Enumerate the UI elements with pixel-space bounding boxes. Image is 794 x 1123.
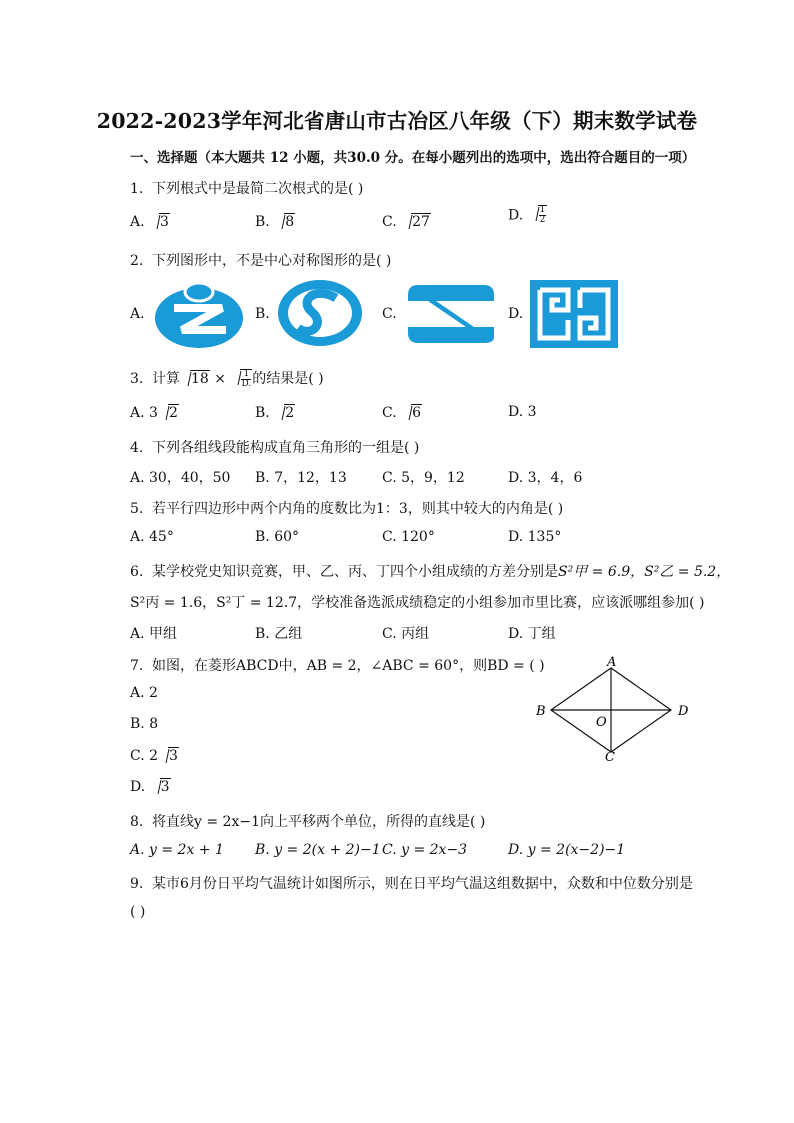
question-2: 2. 下列图形中，不是中心对称图形的是( ) <box>130 253 392 269</box>
q2-label-b: B. <box>255 306 270 322</box>
q1-option-c: C. 27 <box>382 214 430 230</box>
q5-option-a: A. 45° <box>130 529 174 545</box>
vertex-label-b: B <box>536 704 546 719</box>
q6-option-c: C. 丙组 <box>382 626 430 642</box>
q5-option-d: D. 135° <box>508 529 562 545</box>
q7-option-b: B. 8 <box>130 716 159 732</box>
logo-c-figure <box>404 281 498 347</box>
question-5: 5. 若平行四边形中两个内角的度数比为1：3，则其中较大的内角是( ) <box>130 501 564 517</box>
page-title: 2022-2023学年河北省唐山市古冶区八年级（下）期末数学试卷 <box>96 109 698 133</box>
question-6-line-2: S²丙 = 1.6，S²丁 = 12.7，学校准备选派成绩稳定的小组参加市里比赛，应该派哪组参加( ) <box>130 595 705 611</box>
q4-option-d: D. 3，4，6 <box>508 470 583 486</box>
q8-option-d: D. y = 2(x−2)−1 <box>508 842 626 858</box>
question-6-line-1: 6. 某学校党史知识竞赛，甲、乙、丙、丁四个小组成绩的方差分别是S²甲 = 6.9，S²乙 = 5.2， <box>130 564 731 580</box>
q6-option-a: A. 甲组 <box>130 626 178 642</box>
q4-option-b: B. 7，12，13 <box>255 470 347 486</box>
q5-option-c: C. 120° <box>382 529 435 545</box>
q3-option-d: D. 3 <box>508 404 537 420</box>
q1-option-d: D. $\frac{1}{2}$ <box>508 205 546 225</box>
question-9: 9. 某市6月份日平均气温统计如图所示，则在日平均气温这组数据中，众数和中位数分别是 <box>130 876 693 892</box>
question-3: 3. 计算 18 × $\frac{1}{D.}$ 的结果是( ) <box>130 368 324 389</box>
q8-option-c: C. y = 2x−3 <box>382 842 468 858</box>
q7-option-a: A. 2 <box>130 685 158 701</box>
q3-option-b: B. 2 <box>255 405 295 421</box>
q1-option-a: A. 3 <box>130 214 169 230</box>
q7-option-c: C. 2 3 <box>130 748 178 764</box>
q6-option-b: B. 乙组 <box>255 626 303 642</box>
vertex-label-a: A <box>607 655 617 670</box>
q2-label-a: A. <box>130 306 145 322</box>
question-8: 8. 将直线y = 2x−1向上平移两个单位，所得的直线是( ) <box>130 814 486 830</box>
logo-b-figure <box>276 278 364 348</box>
question-7: 7. 如图，在菱形ABCD中，AB = 2，∠ABC = 60°，则BD = ( ) <box>130 658 545 674</box>
q7-option-d: D. 3 <box>130 779 170 795</box>
section-heading: 一、选择题（本大题共 12 小题，共30.0 分。在每小题列出的选项中，选出符合题目的一项） <box>130 150 696 166</box>
question-9-blank: ( ) <box>130 904 146 920</box>
q4-option-c: C. 5，9，12 <box>382 470 465 486</box>
q6-option-d: D. 丁组 <box>508 626 556 642</box>
rhombus-figure <box>530 654 700 764</box>
q5-option-b: B. 60° <box>255 529 300 545</box>
logo-a-figure <box>152 278 246 350</box>
center-label-o: O <box>596 715 607 730</box>
question-4: 4. 下列各组线段能构成直角三角形的一组是( ) <box>130 440 420 456</box>
q2-label-d: D. <box>508 306 524 322</box>
q3-option-c: C. 6 <box>382 405 422 421</box>
vertex-label-d: D <box>678 704 689 719</box>
q4-option-a: A. 30，40，50 <box>130 470 231 486</box>
vertex-label-c: C <box>605 750 615 764</box>
question-1: 1. 下列根式中是最简二次根式的是( ) <box>130 181 364 197</box>
q3-option-a: A. 3 2 <box>130 405 178 421</box>
q8-option-a: A. y = 2x + 1 <box>130 842 224 858</box>
q1-option-b: B. 8 <box>255 214 295 230</box>
q2-label-c: C. <box>382 306 397 322</box>
q8-option-b: B. y = 2(x + 2)−1 <box>255 842 381 858</box>
logo-d-figure <box>530 280 618 348</box>
